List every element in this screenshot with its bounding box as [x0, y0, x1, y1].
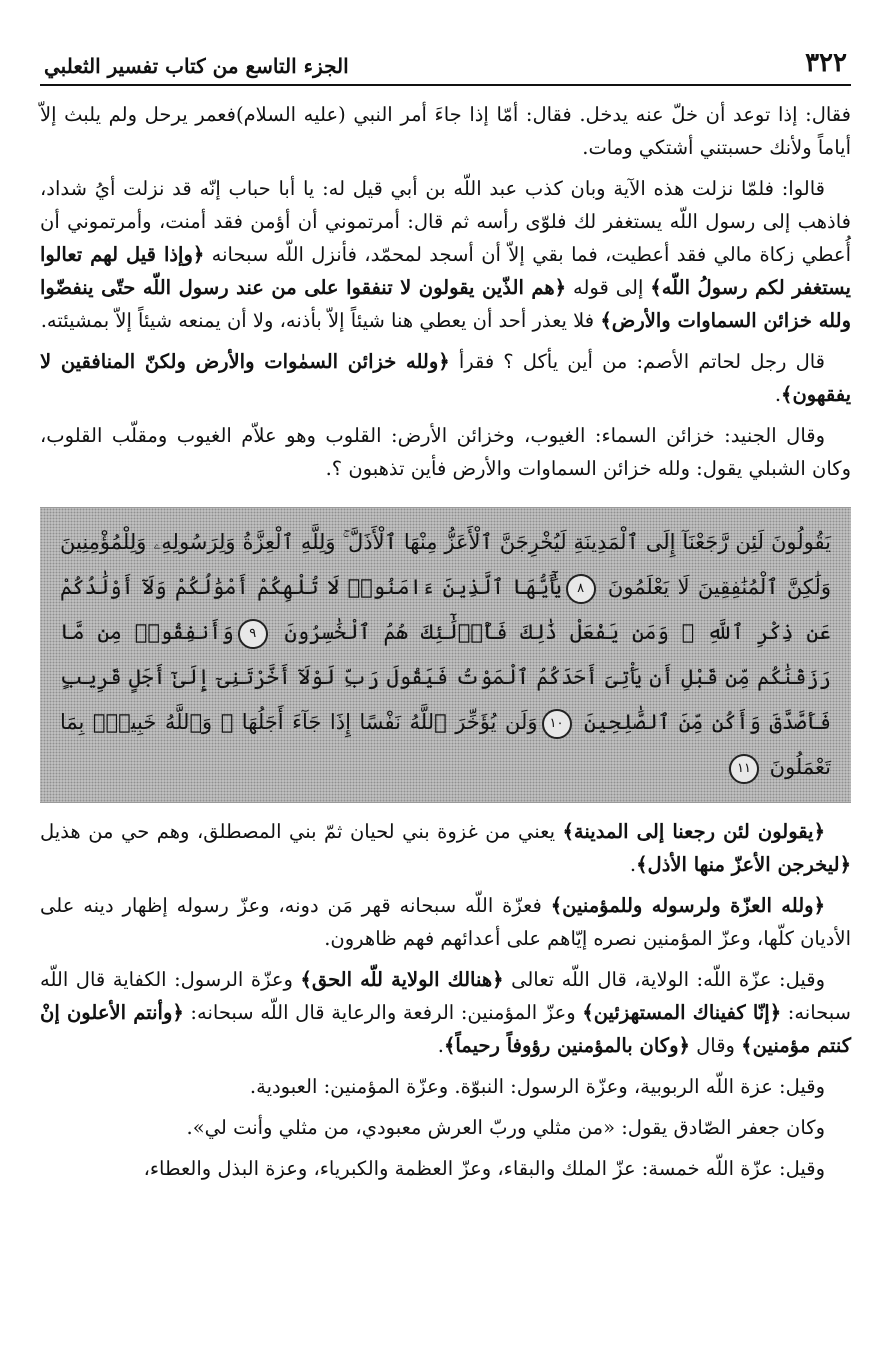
- quran-verses-box: [40, 507, 851, 803]
- text-run: فقال: إذا توعد أن خلّ عنه يدخل. فقال: أمّا إذا جاءَ أمر النبي (عليه السلام)فعمر يرحل ولم يلبث إلاّ أياماً ولأنك حسبتني أشتكي ومات.: [40, 103, 851, 159]
- text-run: وقال الجنيد: خزائن السماء: الغيوب، وخزائن الأرض: القلوب وهو علاّم الغيوب ومقلّب القلوب، وكان الشبلي يقول: ولله خزائن السماوات والأرض فأين تذهبون ؟.: [40, 424, 851, 480]
- text-run: وقيل: عزّة اللّه: الولاية، قال اللّه تعالى: [503, 968, 825, 991]
- text-run: وقيل: عزّة اللّه خمسة: عزّ الملك والبقاء، وعزّ العظمة والكبرياء، وعزة البذل والعطاء،: [143, 1157, 825, 1180]
- quoted-verse: ﴿وكان بالمؤمنين رؤوفاً رحيماً﴾: [443, 1034, 690, 1057]
- quoted-verse: ﴿ليخرجن الأعزّ منها الأذل﴾: [636, 853, 851, 876]
- paragraph: [40, 815, 851, 881]
- paragraph: [40, 1152, 851, 1185]
- text-run: .: [437, 1034, 444, 1057]
- text-run: قال رجل لحاتم الأصم: من أين يأكل ؟ فقرأ: [449, 350, 826, 373]
- verse-number-marker: ٨: [566, 574, 596, 604]
- verse-number-marker: ١٠: [542, 709, 572, 739]
- body-text-top: [40, 98, 851, 485]
- text-run: وقال: [689, 1034, 742, 1057]
- quoted-verse: ﴿ولله خزائن السمٰوات والأرض ولكنّ المنافقين لا يفقهون﴾: [40, 350, 851, 406]
- quoted-verse: ﴿ولله العزّة ولرسوله وللمؤمنين﴾: [550, 894, 826, 917]
- text-run: فلا يعذر أحد أن يعطي هنا شيئاً إلاّ بأذنه، ولا أن يمنعه شيئاً إلاّ بمشيئته.: [40, 309, 601, 332]
- verse-number-marker: ١١: [729, 754, 759, 784]
- running-title: الجزء التاسع من كتاب تفسير الثعلبي: [44, 54, 349, 78]
- page-number: ٣٢٢: [805, 48, 847, 78]
- text-run: وقيل: عزة اللّه الربوبية، وعزّة الرسول: النبوّة. وعزّة المؤمنين: العبودية.: [249, 1075, 825, 1098]
- verse-number-marker: ٩: [238, 619, 268, 649]
- text-run: يعني من غزوة بني لحيان ثمّ بني المصطلق، وهم حي من هذيل: [40, 820, 563, 843]
- paragraph: [40, 172, 851, 337]
- body-text-bottom: [40, 815, 851, 1185]
- quoted-verse: ﴿يقولون لئن رجعنا إلى المدينة﴾: [562, 820, 825, 843]
- verse-text: وَأَنفِقُوا۟ مِن مَّا رَزَقْنَٰكُم مِّن قَبْلِ أَن يَأْتِىَ أَحَدَكُمُ ٱلْمَوْتُ فَيَقُولَ رَبِّ لَوْلَآ أَخَّرْتَنِىٓ إِلَىٰٓ أَجَلٍ قَرِيبٍ فَأَصَّدَّقَ وَأَكُن مِّنَ ٱلصَّٰلِحِينَ: [60, 620, 831, 734]
- verse-text: يَقُولُونَ لَئِن رَّجَعْنَآ إِلَى ٱلْمَدِينَةِ لَيُخْرِجَنَّ ٱلْأَعَزُّ مِنْهَا ٱلْأَذَلَّ ۚ وَلِلَّهِ ٱلْعِزَّةُ وَلِرَسُولِهِۦ وَلِلْمُؤْمِنِينَ وَلَٰكِنَّ ٱلْمُنَٰفِقِينَ لَا يَعْلَمُونَ: [60, 530, 832, 599]
- paragraph: [40, 419, 851, 485]
- quoted-verse: ﴿هنالك الولاية للّه الحق﴾: [300, 968, 504, 991]
- verse-text: يَٰٓأَيُّهَا ٱلَّذِينَ ءَامَنُوا۟ لَا تُلْهِكُمْ أَمْوَٰلُكُمْ وَلَآ أَوْلَٰدُكُمْ عَن ذِكْرِ ٱللَّهِ ۚ وَمَن يَفْعَلْ ذَٰلِكَ فَأُو۟لَٰٓئِكَ هُمُ ٱلْخَٰسِرُونَ: [60, 575, 831, 644]
- paragraph: [40, 889, 851, 955]
- text-run: فعزّة اللّه سبحانه قهر مَن دونه، وعزّ رسوله إظهار دينه على الأديان كلّها، وعزّ المؤمنين نصره إيّاهم على أعدائهم فهم ظاهرون.: [40, 894, 851, 950]
- quran-verses-text: [60, 520, 831, 790]
- text-run: إلى قوله: [566, 276, 651, 299]
- quoted-verse: ﴿وأنتم الأعلون إنْ كنتم مؤمنين﴾: [40, 1001, 851, 1057]
- text-run: قالوا: فلمّا نزلت هذه الآية وبان كذب عبد اللّه بن أبي قيل له: يا أبا حباب إنّه قد نزلت أيُ شداد، فاذهب إلى رسول اللّه يستغفر لك فلوّى رأسه ثم قال: أمرتموني أن أؤمن فقد أمنت، وأمرتموني أن أُعطي زكاة مالي فقد أعطيت، فما بقي إلاّ أن أسجد لمحمّد، فأنزل اللّه سبحانه: [40, 177, 851, 266]
- quoted-verse: ﴿إنّا كفيناك المستهزئين﴾: [582, 1001, 782, 1024]
- verse-text: وَلَن يُؤَخِّرَ ٱللَّهُ نَفْسًا إِذَا جَآءَ أَجَلُهَا ۚ وَٱللَّهُ خَبِيرٌۢ بِمَا تَعْمَلُونَ: [60, 710, 831, 779]
- text-run: وكان جعفر الصّادق يقول: «من مثلي وربّ العرش معبودي، من مثلي وأنت لي».: [186, 1116, 825, 1139]
- paragraph: [40, 963, 851, 1062]
- text-run: وعزّة الرسول: الكفاية قال اللّه سبحانه:: [40, 968, 851, 1024]
- text-run: وعزّ المؤمنين: الرفعة والرعاية قال اللّه سبحانه:: [183, 1001, 583, 1024]
- quoted-verse: ﴿وإذا قيل لهم تعالوا يستغفر لكم رسولُ اللّه﴾: [40, 243, 851, 299]
- paragraph: [40, 1111, 851, 1144]
- paragraph: [40, 98, 851, 164]
- paragraph: [40, 345, 851, 411]
- paragraph: [40, 1070, 851, 1103]
- text-run: .: [629, 853, 637, 876]
- quoted-verse: ﴿هم الذّين يقولون لا تنفقوا على من عند رسول اللّه حتّى ينفضّوا ولله خزائن السماوات والأرض﴾: [40, 276, 851, 332]
- text-run: .: [774, 383, 782, 406]
- page-header: [40, 38, 851, 86]
